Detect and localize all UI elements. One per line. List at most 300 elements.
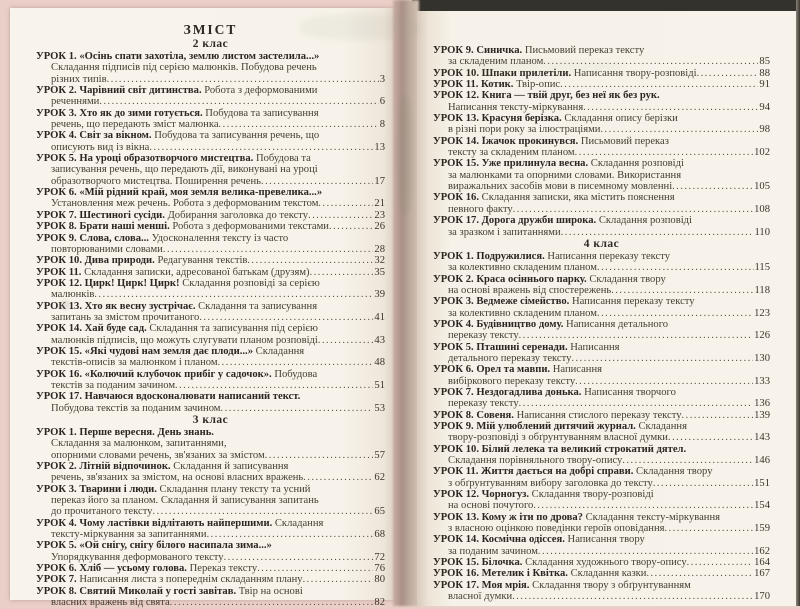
toc-line xyxy=(36,472,385,483)
lesson-description: Написання переказу тексту xyxy=(569,296,695,308)
toc-entry xyxy=(433,557,770,568)
page-number: 82 xyxy=(374,597,385,609)
lesson-title: УРОК 17. Моя мрія. xyxy=(433,579,530,591)
toc-entry xyxy=(36,391,385,414)
toc-entry xyxy=(36,484,385,518)
toc-line xyxy=(36,403,385,414)
lesson-title: УРОК 3. Тварини і люди. xyxy=(36,483,157,495)
toc-line xyxy=(36,233,385,244)
page-number: 151 xyxy=(754,477,770,489)
toc-line xyxy=(36,119,385,130)
toc-line xyxy=(433,432,770,443)
lesson-description: Складання опису берізки xyxy=(561,113,678,125)
lesson-title: УРОК 1. «Осінь спати захотіла, землю листом застелила...» xyxy=(36,51,320,62)
page-number: 21 xyxy=(374,198,385,210)
page-number: 105 xyxy=(754,181,770,193)
lesson-description: до прочитаного тексту xyxy=(51,506,153,518)
page-number: 123 xyxy=(754,307,770,319)
toc-line xyxy=(433,557,770,568)
toc-line xyxy=(36,369,385,380)
toc-entry xyxy=(36,586,385,609)
toc-line xyxy=(433,478,770,489)
toc-line xyxy=(36,484,385,495)
toc-line xyxy=(36,529,385,540)
page-number: 68 xyxy=(374,529,385,541)
toc-entry xyxy=(433,90,770,113)
toc-line xyxy=(36,198,385,209)
leader-dots xyxy=(597,308,753,319)
toc-entry xyxy=(433,410,770,421)
leader-dots xyxy=(668,432,753,443)
lesson-title: УРОК 3. Хто як до зими готується. xyxy=(36,107,203,119)
toc-line xyxy=(433,364,770,375)
lesson-description: переказ його за планом. Складання й записування запитань xyxy=(51,495,319,507)
lesson-title: УРОК 13. Красуня берізка. xyxy=(433,113,562,125)
lesson-description: Робота з деформованими текстами xyxy=(169,221,329,233)
lesson-description: Написання твору xyxy=(564,534,645,546)
page-number: 23 xyxy=(374,209,385,221)
toc-entry xyxy=(36,563,385,574)
lesson-description: за зразком і запитаннями xyxy=(448,226,561,238)
lesson-description: Складання твору xyxy=(586,273,666,285)
lesson-description: Написання твору-розповіді xyxy=(571,67,697,79)
lesson-title: УРОК 13. Кому ж іти по дрова? xyxy=(433,511,583,523)
lesson-title: УРОК 7. Шестиногі сусіди. xyxy=(36,209,165,221)
lesson-description: Написання стислого переказу тексту xyxy=(513,409,682,421)
toc-entry xyxy=(36,518,385,541)
lesson-title: УРОК 12. Книга — твій друг, без неї як без рук. xyxy=(433,90,660,102)
toc-entry xyxy=(36,187,385,210)
page-number: 35 xyxy=(374,266,385,278)
lesson-title: УРОК 11. xyxy=(36,266,82,278)
lesson-description: Написання творчого xyxy=(581,386,676,398)
page-number: 53 xyxy=(374,402,385,414)
page-number: 43 xyxy=(374,334,385,346)
lesson-title: УРОК 8. Совеня. xyxy=(433,409,514,421)
leader-dots xyxy=(560,79,758,90)
lesson-title: УРОК 4. Світ за вікном. xyxy=(36,130,152,142)
lesson-description: Робота з деформованими xyxy=(201,85,318,97)
toc-entry xyxy=(36,574,385,585)
lesson-title: УРОК 2. Літній відпочинок. xyxy=(36,461,171,473)
leader-dots xyxy=(622,455,753,466)
toc-line xyxy=(433,45,770,56)
page-number: 85 xyxy=(759,56,770,68)
page-number: 28 xyxy=(374,243,385,255)
toc-line xyxy=(36,187,385,198)
toc-line xyxy=(433,158,770,169)
lesson-description: Складання xyxy=(253,345,305,357)
lesson-title: УРОК 2. Чарівний світ дитинства. xyxy=(36,85,202,97)
lesson-description: Письмовий переказ xyxy=(578,135,669,147)
lesson-title: УРОК 6. Хліб — усьому голова. xyxy=(36,563,187,575)
toc-line xyxy=(36,518,385,529)
lesson-description: Складання тексту-міркування xyxy=(582,511,720,523)
toc-line xyxy=(36,346,385,357)
lesson-description: Написання xyxy=(550,364,603,376)
toc-entry xyxy=(433,79,770,90)
toc-line xyxy=(433,79,770,90)
toc-line xyxy=(36,142,385,153)
toc-line xyxy=(36,312,385,323)
lesson-title: УРОК 16. «Колючий клубочок прибіг у садочок». xyxy=(36,368,272,380)
lesson-title: УРОК 14. Хай буде сад. xyxy=(36,323,147,335)
toc-line xyxy=(433,124,770,135)
toc-line xyxy=(433,251,770,262)
toc-line xyxy=(36,574,385,585)
toc-line xyxy=(433,262,770,273)
lesson-description: опорними словами речень, зв'язаних за змістом xyxy=(51,449,265,461)
page-number: 91 xyxy=(759,79,770,91)
lesson-description: Установлення меж речень. Робота з деформованим текстом xyxy=(51,198,319,210)
toc-line xyxy=(433,398,770,409)
lesson-description: малюнків xyxy=(51,289,95,301)
toc-line xyxy=(36,96,385,107)
leader-dots xyxy=(310,267,374,278)
lesson-description: за складеним планом xyxy=(448,56,544,68)
toc-entry xyxy=(433,192,770,215)
lesson-title: УРОК 16. Метелик і Квітка. xyxy=(433,568,568,580)
leader-dots xyxy=(318,198,373,209)
page-number: 72 xyxy=(374,551,385,563)
lesson-description: текстів-описів за малюнком і планом xyxy=(51,357,218,369)
page-number: 88 xyxy=(759,67,770,79)
toc-left-column xyxy=(36,38,385,609)
lesson-description: тексту-міркування за запитаннями xyxy=(51,529,207,541)
toc-line xyxy=(36,450,385,461)
leader-dots xyxy=(611,285,753,296)
lesson-description: детального переказу тексту xyxy=(448,352,572,364)
lesson-description: Складання казки xyxy=(567,568,647,580)
toc-entry xyxy=(36,221,385,232)
lesson-title: УРОК 10. Білий лелека та великий строкатий дятел. xyxy=(433,443,687,455)
toc-line xyxy=(36,427,385,438)
leader-dots xyxy=(170,597,374,608)
page-number: 159 xyxy=(754,523,770,535)
toc-line xyxy=(433,342,770,353)
toc-line xyxy=(433,330,770,341)
leader-dots xyxy=(575,376,753,387)
lesson-title: УРОК 4. Будівництво дому. xyxy=(433,318,564,330)
toc-line xyxy=(433,308,770,319)
lesson-description: на основі вражень від спостережень xyxy=(448,284,612,296)
lesson-title: УРОК 17. Навчаюся вдосконалювати написаний текст. xyxy=(36,391,301,403)
lesson-title: УРОК 10. Дива природи. xyxy=(36,255,155,267)
lesson-title: УРОК 8. Святий Миколай у гості завітав. xyxy=(36,585,237,597)
lesson-description: Побудова xyxy=(271,368,318,380)
page-number: 62 xyxy=(374,472,385,484)
leader-dots xyxy=(152,506,373,517)
toc-line xyxy=(433,227,770,238)
lesson-description: в різні пори року за ілюстраціями xyxy=(448,124,601,136)
toc-entry xyxy=(36,278,385,301)
lesson-description: переказу тексту xyxy=(448,330,519,342)
toc-entry xyxy=(36,267,385,278)
toc-entry xyxy=(433,580,770,603)
leader-dots xyxy=(533,500,753,511)
leader-dots xyxy=(218,357,374,368)
leader-dots xyxy=(519,398,753,409)
page-number: 13 xyxy=(374,141,385,153)
toc-entry xyxy=(36,153,385,187)
toc-line xyxy=(36,461,385,472)
toc-line xyxy=(433,466,770,477)
lesson-description: описують вид із вікна xyxy=(51,141,150,153)
book-gutter-shadow xyxy=(393,0,419,606)
lesson-description: Складання твору з обґрунтуванням xyxy=(529,579,691,591)
lesson-description: за колективно складеним планом xyxy=(448,307,597,319)
toc-line xyxy=(433,489,770,500)
page-number: 136 xyxy=(754,398,770,410)
lesson-description: Написання xyxy=(567,341,620,353)
lesson-title: УРОК 12. Чорногуз. xyxy=(433,489,530,501)
leader-dots xyxy=(221,403,374,414)
toc-line xyxy=(36,391,385,402)
toc-line xyxy=(433,512,770,523)
toc-entry xyxy=(433,45,770,68)
lesson-title: УРОК 15. Уже прилинула весна. xyxy=(433,158,589,170)
page-number: 154 xyxy=(754,500,770,512)
lesson-description: за колективно складеним планом xyxy=(448,262,597,274)
toc-entry xyxy=(433,68,770,79)
leader-dots xyxy=(318,335,374,346)
leader-dots xyxy=(107,74,379,85)
lesson-description: реченнями xyxy=(51,96,100,108)
leader-dots xyxy=(571,353,753,364)
toc-line xyxy=(433,68,770,79)
leader-dots xyxy=(219,119,379,130)
toc-line xyxy=(36,323,385,334)
toc-entry xyxy=(36,427,385,461)
toc-entry xyxy=(36,108,385,131)
lesson-description: Складання записки, яка містить пояснення xyxy=(479,192,675,204)
leader-dots xyxy=(653,478,753,489)
leader-dots xyxy=(265,450,374,461)
lesson-description: Складання та записування під серією xyxy=(146,323,318,335)
lesson-description: Складання xyxy=(635,421,687,432)
leader-dots xyxy=(99,96,378,107)
page-number: 108 xyxy=(754,203,770,215)
page-number: 143 xyxy=(754,432,770,444)
page-left-content xyxy=(10,8,395,609)
toc-line xyxy=(433,192,770,203)
lesson-description: Твір-опис xyxy=(513,79,561,91)
page-number: 51 xyxy=(374,379,385,391)
scanner-background-dark xyxy=(412,0,800,11)
toc-line xyxy=(36,357,385,368)
lesson-description: вибіркового переказу тексту xyxy=(448,375,576,387)
lesson-description: Складання xyxy=(272,517,324,529)
toc-line xyxy=(433,147,770,158)
toc-entry xyxy=(36,369,385,392)
toc-line xyxy=(36,267,385,278)
lesson-description: Складання та записування xyxy=(195,300,318,312)
toc-line xyxy=(433,319,770,330)
lesson-description: Складання за малюнком, запитаннями, xyxy=(51,438,227,450)
toc-line xyxy=(36,552,385,563)
toc-line xyxy=(433,534,770,545)
toc-line xyxy=(433,170,770,181)
lesson-title: УРОК 7. xyxy=(36,574,77,586)
page-number: 3 xyxy=(379,73,385,85)
page-number: 57 xyxy=(374,449,385,461)
leader-dots xyxy=(561,227,754,238)
lesson-description: з обґрунтуванням вибору заголовка до тексту xyxy=(448,477,653,489)
lesson-description: Складання твору xyxy=(633,466,713,478)
toc-line xyxy=(36,586,385,597)
lesson-description: різних типів xyxy=(51,73,107,85)
toc-line xyxy=(36,563,385,574)
toc-line xyxy=(433,204,770,215)
toc-line xyxy=(36,335,385,346)
lesson-description: Складання розповіді за серією xyxy=(179,277,320,289)
leader-dots xyxy=(512,591,753,602)
lesson-title: УРОК 11. Котик. xyxy=(433,79,514,91)
toc-line xyxy=(36,540,385,551)
toc-entry xyxy=(433,158,770,192)
lesson-description: Побудова та записування xyxy=(202,107,319,119)
lesson-title: УРОК 5. «Ой снігу, снігу білого насипала зима...» xyxy=(36,540,272,552)
lesson-title: УРОК 13. Хто як весну зустрічає. xyxy=(36,300,196,312)
lesson-title: УРОК 8. Брати наші менші. xyxy=(36,221,170,233)
toc-line xyxy=(433,215,770,226)
lesson-title: УРОК 3. Ведмеже сімейство. xyxy=(433,296,570,308)
toc-entry xyxy=(433,274,770,297)
lesson-title: УРОК 15. «Які чудові нам земля дає плоди...» xyxy=(36,345,253,357)
lesson-description: тексту за складеним планом xyxy=(448,147,575,159)
toc-entry xyxy=(433,319,770,342)
leader-dots xyxy=(543,56,758,67)
lesson-description: Складання й записування xyxy=(170,461,289,473)
page-number: 115 xyxy=(754,262,770,274)
lesson-description: за малюнками та опорними словами. Використання xyxy=(448,169,682,181)
lesson-title: УРОК 10. Шпаки прилетіли. xyxy=(433,67,572,79)
leader-dots xyxy=(665,523,754,534)
toc-line xyxy=(433,285,770,296)
lesson-description: Написання тексту-міркування xyxy=(448,101,584,113)
toc-line xyxy=(433,296,770,307)
leader-dots xyxy=(687,557,753,568)
lesson-description: Редагування текстів xyxy=(154,255,248,267)
page-number: 102 xyxy=(754,147,770,159)
toc-line xyxy=(36,85,385,96)
page-number: 6 xyxy=(379,96,385,108)
lesson-description: Написання детального xyxy=(563,318,669,330)
lesson-title: УРОК 12. Цирк! Цирк! Цирк! xyxy=(36,277,180,289)
lesson-description: образотворчого мистецтва. Поширення речень xyxy=(51,175,261,187)
lesson-description: Написання листа з попереднім складанням плану xyxy=(76,574,303,586)
toc-line xyxy=(433,568,770,579)
toc-entry xyxy=(36,301,385,324)
lesson-title: УРОК 16. xyxy=(433,192,479,204)
lesson-description: Складання підписів під серією малюнків. Побудова речень xyxy=(51,62,317,74)
lesson-title: УРОК 6. «Мій рідний край, моя земля велика-превелика...» xyxy=(36,187,323,199)
toc-line xyxy=(36,244,385,255)
page-number: 17 xyxy=(374,175,385,187)
lesson-description: Складання записки, адресованої батькам (друзям) xyxy=(81,266,310,278)
toc-line xyxy=(36,506,385,517)
lesson-title: УРОК 17. Дорога дружби широка. xyxy=(433,215,597,227)
page-number: 167 xyxy=(754,568,770,580)
lesson-title: УРОК 9. Синичка. xyxy=(433,45,523,56)
toc-line xyxy=(433,421,770,432)
lesson-description: Складання плану тексту та усний xyxy=(156,483,311,495)
lesson-title: УРОК 14. Їжачок прокинувся. xyxy=(433,135,579,147)
page-number: 26 xyxy=(374,221,385,233)
page-number: 139 xyxy=(754,409,770,421)
toc-line xyxy=(433,90,770,101)
toc-line xyxy=(433,444,770,455)
scanner-edge-shadow xyxy=(796,0,800,606)
toc-line xyxy=(433,102,770,113)
lesson-description: речень, зв'язаних за змістом, на основі власних вражень xyxy=(51,472,304,484)
toc-entry xyxy=(433,489,770,512)
toc-line xyxy=(36,130,385,141)
toc-line xyxy=(433,274,770,285)
lesson-title: УРОК 5. Пташині серенади. xyxy=(433,341,568,353)
lesson-description: власної думки xyxy=(448,591,513,603)
leader-dots xyxy=(697,68,759,79)
toc-line xyxy=(433,523,770,534)
lesson-title: УРОК 4. Чому ластівки відлітають найпершими. xyxy=(36,517,273,529)
lesson-description: Побудова та записування речень, що xyxy=(151,130,320,142)
lesson-description: Добирання заголовка до тексту xyxy=(164,209,309,221)
toc-entry xyxy=(433,534,770,557)
toc-entry xyxy=(433,296,770,319)
toc-line xyxy=(36,210,385,221)
lesson-description: на основі почутого xyxy=(448,500,534,512)
leader-dots xyxy=(519,330,753,341)
page-number: 130 xyxy=(754,352,770,364)
toc-entry xyxy=(36,255,385,266)
lesson-description: малюнків підписів, що можуть слугувати планом розповіді xyxy=(51,334,318,346)
toc-line xyxy=(433,546,770,557)
leader-dots xyxy=(261,176,373,187)
lesson-description: твору-розповіді з обґрунтуванням власної думки xyxy=(448,432,668,444)
leader-dots xyxy=(224,552,374,563)
lesson-title: УРОК 2. Краса осіннього парку. xyxy=(433,273,587,285)
page-number: 80 xyxy=(374,574,385,586)
lesson-description: Побудова текстів за поданим зачином xyxy=(51,402,221,414)
lesson-title: УРОК 5. На уроці образотворчого мистецтва. xyxy=(36,153,254,165)
toc-line xyxy=(36,597,385,608)
leader-dots xyxy=(513,204,753,215)
page-number: 170 xyxy=(754,591,770,603)
lesson-description: Твір на основі xyxy=(236,585,303,597)
page-number: 133 xyxy=(754,375,770,387)
toc-line xyxy=(433,113,770,124)
leader-dots xyxy=(175,380,373,391)
lesson-description: Складання розповіді xyxy=(588,158,684,170)
lesson-title: УРОК 11. Життя дається на добрі справи. xyxy=(433,466,634,478)
toc-entry xyxy=(36,461,385,484)
toc-line xyxy=(36,278,385,289)
toc-line xyxy=(433,455,770,466)
toc-line xyxy=(433,136,770,147)
page-number: 48 xyxy=(374,357,385,369)
page-number: 8 xyxy=(379,119,385,131)
toc-entry xyxy=(36,323,385,346)
toc-line xyxy=(36,495,385,506)
lesson-title: УРОК 6. Орел та мавпи. xyxy=(433,364,551,376)
lesson-description: Письмовий переказ тексту xyxy=(522,45,645,56)
lesson-description: певного факту xyxy=(448,203,513,215)
page-number: 94 xyxy=(759,101,770,113)
leader-dots xyxy=(597,262,754,273)
contents-title: ЗМІСТ xyxy=(183,22,238,37)
lesson-description: Переказ тексту xyxy=(186,563,258,575)
leader-dots xyxy=(329,221,373,232)
